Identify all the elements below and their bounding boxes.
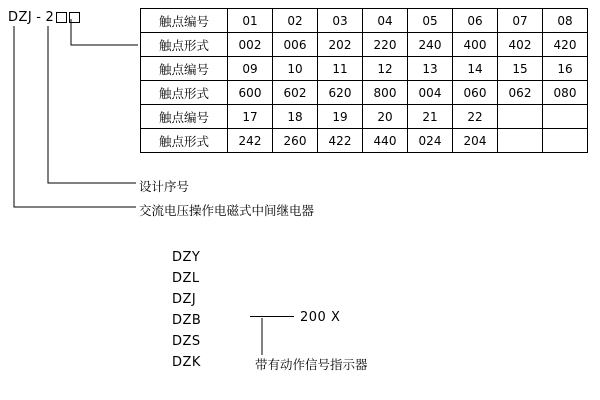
contact-spec-table bbox=[140, 8, 588, 153]
row-header: 触点编号 bbox=[141, 105, 228, 129]
table-cell: 602 bbox=[273, 81, 318, 105]
table-cell: 06 bbox=[453, 9, 498, 33]
table-cell: 12 bbox=[363, 57, 408, 81]
table-cell bbox=[498, 129, 543, 153]
series-item: DZY bbox=[172, 250, 201, 265]
series-item: DZJ bbox=[172, 292, 197, 307]
table-cell: 202 bbox=[318, 33, 363, 57]
table-cell bbox=[543, 105, 588, 129]
table-cell: 060 bbox=[453, 81, 498, 105]
table-row bbox=[141, 33, 588, 57]
table-cell: 17 bbox=[228, 105, 273, 129]
table-cell: 05 bbox=[408, 9, 453, 33]
table-cell: 002 bbox=[228, 33, 273, 57]
model-code-prefix: DZJ bbox=[8, 10, 33, 25]
table-cell: 402 bbox=[498, 33, 543, 57]
table-cell: 620 bbox=[318, 81, 363, 105]
model-code-box-2 bbox=[69, 12, 80, 23]
table-cell: 16 bbox=[543, 57, 588, 81]
table-cell: 600 bbox=[228, 81, 273, 105]
table-cell: 11 bbox=[318, 57, 363, 81]
table-cell: 422 bbox=[318, 129, 363, 153]
table-cell: 18 bbox=[273, 105, 318, 129]
series-item: DZS bbox=[172, 334, 201, 349]
table-cell: 13 bbox=[408, 57, 453, 81]
table-cell: 02 bbox=[273, 9, 318, 33]
table-cell: 220 bbox=[363, 33, 408, 57]
callout-relay-description: 交流电压操作电磁式中间继电器 bbox=[139, 203, 315, 218]
row-header: 触点编号 bbox=[141, 9, 228, 33]
table-cell: 062 bbox=[498, 81, 543, 105]
series-suffix bbox=[248, 310, 340, 325]
row-header: 触点编号 bbox=[141, 57, 228, 81]
table-cell: 006 bbox=[273, 33, 318, 57]
model-code-number: 2 bbox=[45, 10, 55, 25]
model-code bbox=[8, 10, 80, 25]
row-header: 触点形式 bbox=[141, 81, 228, 105]
table-cell bbox=[498, 105, 543, 129]
table-cell: 800 bbox=[363, 81, 408, 105]
note-signal-indicator: 带有动作信号指示器 bbox=[255, 357, 368, 372]
table-cell: 01 bbox=[228, 9, 273, 33]
row-header: 触点形式 bbox=[141, 129, 228, 153]
table-cell: 08 bbox=[543, 9, 588, 33]
table-cell: 10 bbox=[273, 57, 318, 81]
table-cell: 04 bbox=[363, 9, 408, 33]
table-cell: 440 bbox=[363, 129, 408, 153]
table-cell: 15 bbox=[498, 57, 543, 81]
table-row bbox=[141, 81, 588, 105]
table-cell: 080 bbox=[543, 81, 588, 105]
table-cell: 14 bbox=[453, 57, 498, 81]
table-cell: 242 bbox=[228, 129, 273, 153]
series-item: DZL bbox=[172, 271, 200, 286]
table-cell: 21 bbox=[408, 105, 453, 129]
row-header: 触点形式 bbox=[141, 33, 228, 57]
table-row bbox=[141, 57, 588, 81]
table-cell: 03 bbox=[318, 9, 363, 33]
model-code-box-1 bbox=[56, 12, 67, 23]
table-cell: 024 bbox=[408, 129, 453, 153]
table-cell: 07 bbox=[498, 9, 543, 33]
series-item: DZB bbox=[172, 313, 202, 328]
table-row bbox=[141, 9, 588, 33]
table-cell: 260 bbox=[273, 129, 318, 153]
table-cell: 400 bbox=[453, 33, 498, 57]
table-cell: 420 bbox=[543, 33, 588, 57]
table-cell bbox=[543, 129, 588, 153]
table-row bbox=[141, 105, 588, 129]
table-cell: 240 bbox=[408, 33, 453, 57]
connector-dash bbox=[250, 316, 294, 317]
table-row bbox=[141, 129, 588, 153]
series-list bbox=[172, 247, 201, 373]
table-cell: 22 bbox=[453, 105, 498, 129]
table-cell: 004 bbox=[408, 81, 453, 105]
series-suffix-label: 200 X bbox=[300, 310, 341, 325]
table-cell: 204 bbox=[453, 129, 498, 153]
model-code-dash: - bbox=[36, 10, 42, 25]
series-item: DZK bbox=[172, 355, 201, 370]
table-cell: 20 bbox=[363, 105, 408, 129]
callout-design-number: 设计序号 bbox=[139, 179, 190, 194]
table-cell: 19 bbox=[318, 105, 363, 129]
table-cell: 09 bbox=[228, 57, 273, 81]
